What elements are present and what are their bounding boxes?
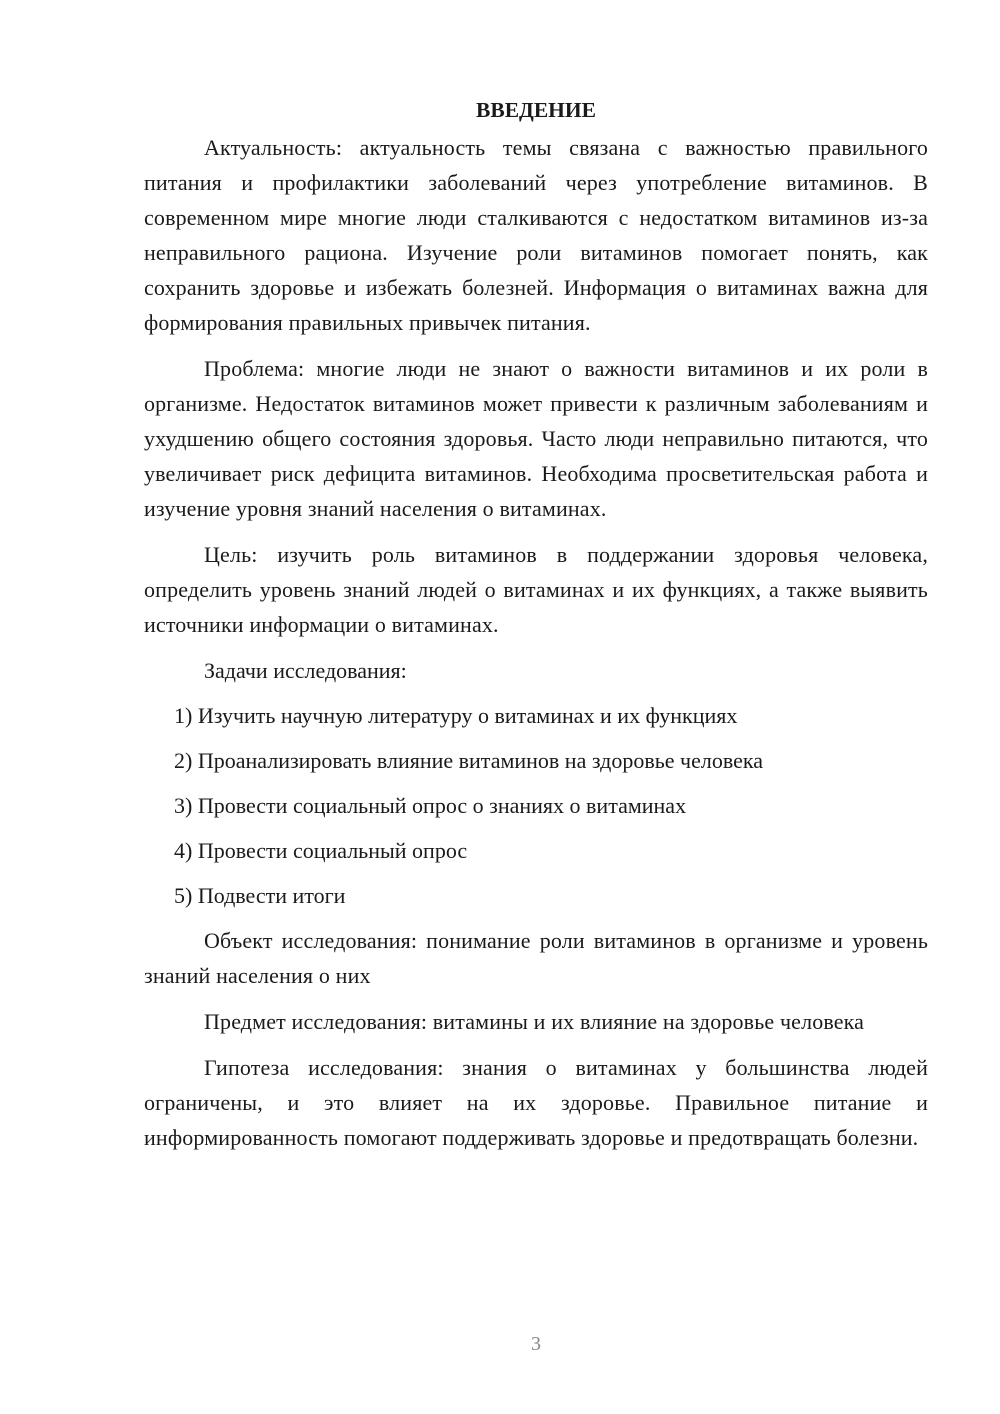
tasks-list	[144, 698, 928, 913]
paragraph-goal: Цель: изучить роль витаминов в поддержании здоровья человека, определить уровень знаний людей о витаминах и их функциях, а также выявить источники информации о витаминах.	[144, 542, 928, 637]
page-number: 3	[531, 1333, 541, 1355]
tasks-heading: Задачи исследования:	[204, 658, 407, 683]
paragraph-subject: Предмет исследования: витамины и их влияние на здоровье человека	[204, 1009, 865, 1034]
paragraph-relevance: Актуальность: актуальность темы связана с важностью правильного питания и профилактики заболеваний через употребление витаминов. В современном мире многие люди сталкиваются с недостатком витаминов из-за неправильного рациона. Изучение роли витаминов помогает понять, как сохранить здоровье и избежать болезней. Информация о витаминах важна для формирования правильных привычек питания.	[144, 135, 928, 335]
list-item: 2) Проанализировать влияние витаминов на здоровье человека	[174, 748, 763, 773]
paragraph-object: Объект исследования: понимание роли витаминов в организме и уровень знаний населения о них	[144, 928, 928, 988]
page-content	[144, 92, 928, 1166]
list-item: 1) Изучить научную литературу о витаминах и их функциях	[174, 703, 738, 728]
list-item: 4) Провести социальный опрос	[174, 838, 468, 863]
page-title: ВВЕДЕНИЕ	[476, 98, 596, 122]
paragraph-problem: Проблема: многие люди не знают о важности витаминов и их роли в организме. Недостаток витаминов может привести к различным заболеваниям и ухудшению общего состояния здоровья. Часто люди неправильно питаются, что увеличивает риск дефицита витаминов. Необходима просветительская работа и изучение уровня знаний населения о витаминах.	[144, 356, 928, 521]
paragraph-hypothesis: Гипотеза исследования: знания о витаминах у большинства людей ограничены, и это влияет на их здоровье. Правильное питание и информированность помогают поддерживать здоровье и предотвращать болезни.	[144, 1055, 928, 1150]
list-item: 3) Провести социальный опрос о знаниях о витаминах	[174, 793, 687, 818]
list-item: 5) Подвести итоги	[174, 883, 346, 908]
